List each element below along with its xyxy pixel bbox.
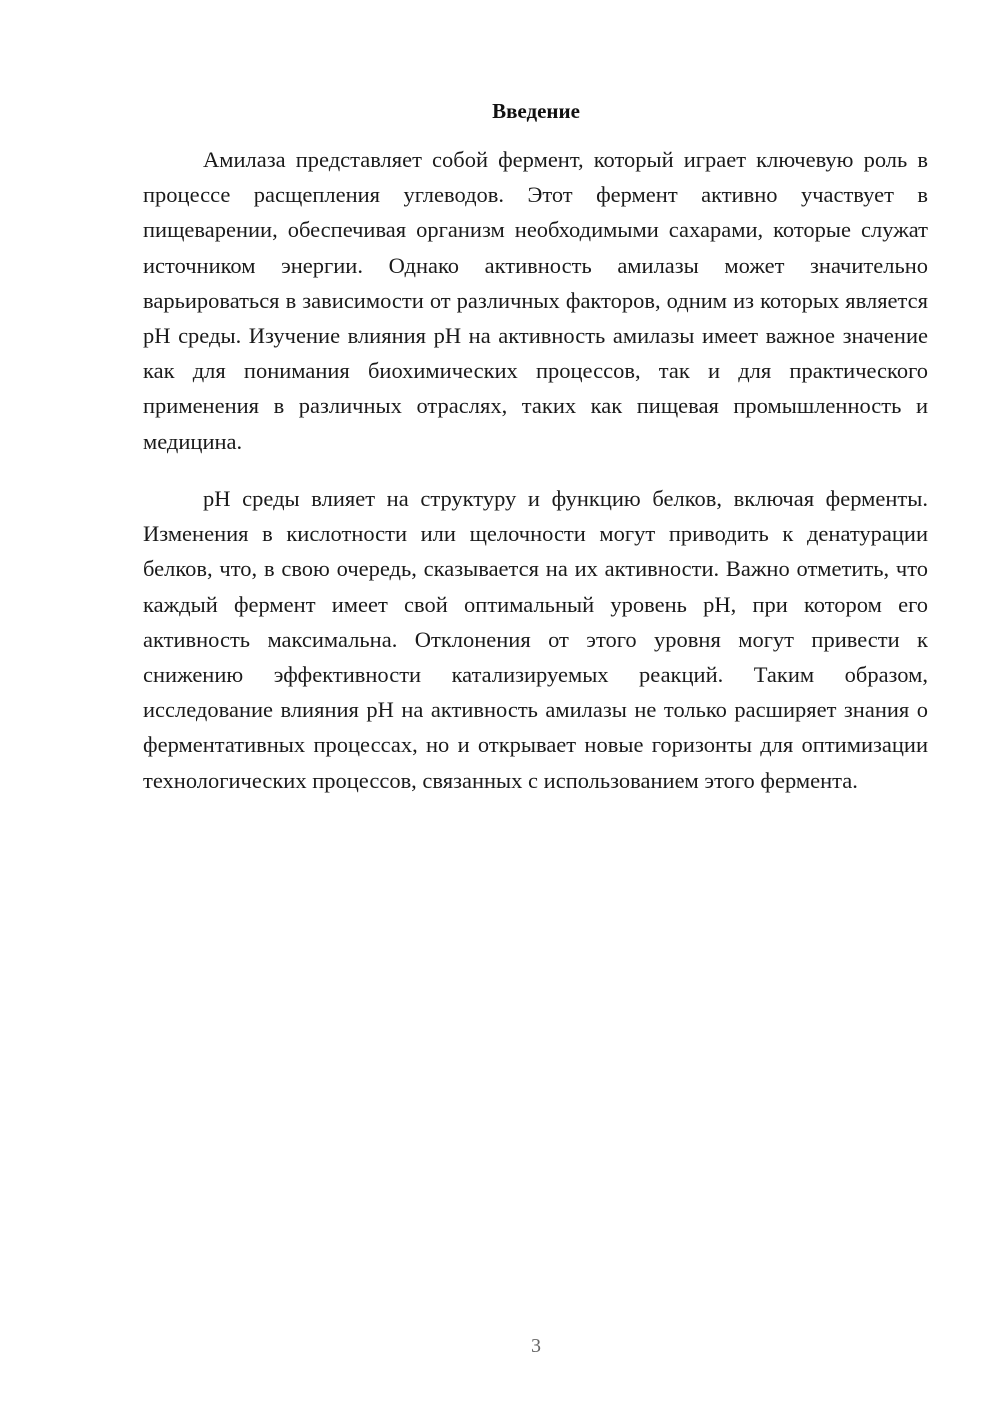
paragraph-2: pH среды влияет на структуру и функцию белков, включая ферменты. Изменения в кислотности или щелочности могут приводить к денатурации белков, что, в свою очередь, сказывается на их активности. Важно отметить, что каждый фермент имеет свой оптимальный уровень pH, при котором его активность максимальна. Отклонения от этого уровня могут привести к снижению эффективности катализируемых реакций. Таким образом, исследование влияния pH на активность амилазы не только расширяет знания о ферментативных процессах, но и открывает новые горизонты для оптимизации технологических процессов, связанных с использованием этого фермента.	[143, 486, 928, 793]
paragraph-2-container	[143, 481, 928, 798]
paragraph-1: Амилаза представляет собой фермент, который играет ключевую роль в процессе расщепления углеводов. Этот фермент активно участвует в пищеварении, обеспечивая организм необходимыми сахарами, которые служат источником энергии. Однако активность амилазы может значительно варьироваться в зависимости от различных факторов, одним из которых является pH среды. Изучение влияния pH на активность амилазы имеет важное значение как для понимания биохимических процессов, так и для практического применения в различных отраслях, таких как пищевая промышленность и медицина.	[143, 147, 928, 454]
section-heading: Введение	[492, 99, 580, 123]
page-number: 3	[531, 1335, 541, 1357]
paragraph-1-container	[143, 142, 928, 459]
